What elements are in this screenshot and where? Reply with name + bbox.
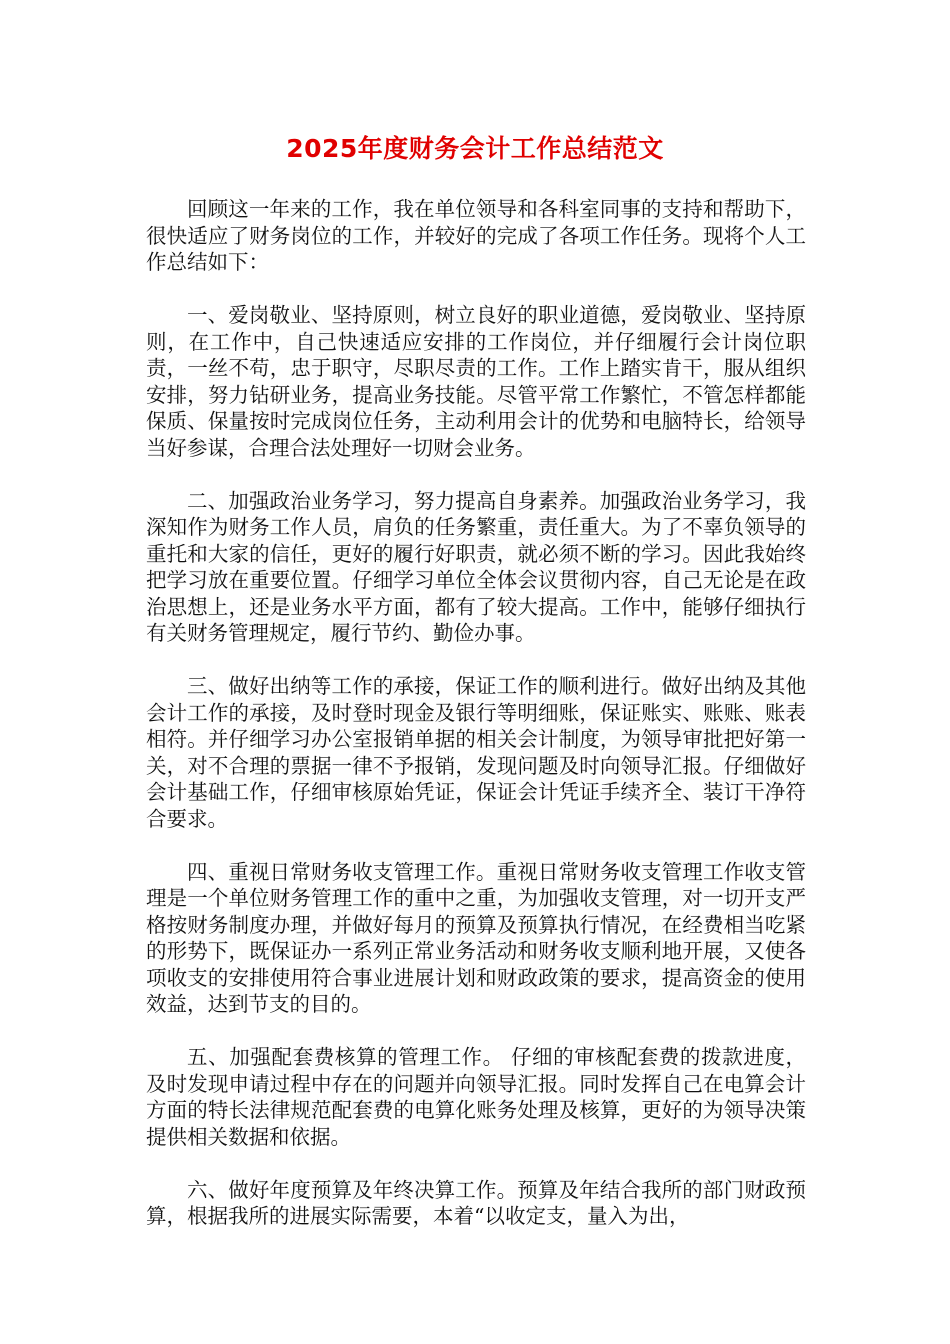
paragraph-section-2: 二、加强政治业务学习，努力提高自身素养。加强政治业务学习，我深知作为财务工作人员，肩负的任务繁重，责任重大。为了不辜负领导的重托和大家的信任，更好的履行好职责，就必须不断的学习。因此我始终把学习放在重要位置。仔细学习单位全体会议贯彻内容，自己无论是在政治思想上，还是业务水平方面，都有了较大提高。工作中，能够仔细执行有关财务管理规定，履行节约、勤俭办事。	[146, 488, 806, 645]
paragraph-section-5: 五、加强配套费核算的管理工作。 仔细的审核配套费的拨款进度，及时发现申请过程中存在的问题并向领导汇报。同时发挥自己在电算会计方面的特长法律规范配套费的电算化账务处理及核算，更好的为领导决策提供相关数据和依据。	[146, 1045, 806, 1149]
document-title: 2025年度财务会计工作总结范文	[286, 134, 664, 163]
paragraph-section-3: 三、做好出纳等工作的承接，保证工作的顺利进行。做好出纳及其他会计工作的承接，及时登时现金及银行等明细账，保证账实、账账、账表相符。并仔细学习办公室报销单据的相关会计制度，为领导审批把好第一关，对不合理的票据一律不予报销，发现问题及时向领导汇报。仔细做好会计基础工作，仔细审核原始凭证，保证会计凭证手续齐全、装订干净符合要求。	[146, 674, 806, 831]
paragraph-section-1: 一、爱岗敬业、坚持原则，树立良好的职业道德，爱岗敬业、坚持原则，在工作中，自己快速适应安排的工作岗位，并仔细履行会计岗位职责，一丝不苟，忠于职守，尽职尽责的工作。工作上踏实肯干，服从组织安排，努力钻研业务，提高业务技能。尽管平常工作繁忙，不管怎样都能保质、保量按时完成岗位任务，主动利用会计的优势和电脑特长，给领导当好参谋，合理合法处理好一切财会业务。	[146, 303, 806, 460]
paragraph-intro: 回顾这一年来的工作，我在单位领导和各科室同事的支持和帮助下，很快适应了财务岗位的工作，并较好的完成了各项工作任务。现将个人工作总结如下：	[146, 197, 806, 274]
paragraph-section-6: 六、做好年度预算及年终决算工作。预算及年结合我所的部门财政预算，根据我所的进展实际需要，本着“以收定支，量入为出，	[146, 1177, 806, 1228]
document-body	[146, 196, 806, 1256]
paragraph-section-4: 四、重视日常财务收支管理工作。重视日常财务收支管理工作收支管理是一个单位财务管理工作的重中之重，为加强收支管理，对一切开支严格按财务制度办理，并做好每月的预算及预算执行情况，在经费相当吃紧的形势下，既保证办一系列正常业务活动和财务收支顺利地开展，又使各项收支的安排使用符合事业进展计划和财政政策的要求，提高资金的使用效益，达到节支的目的。	[146, 859, 806, 1016]
